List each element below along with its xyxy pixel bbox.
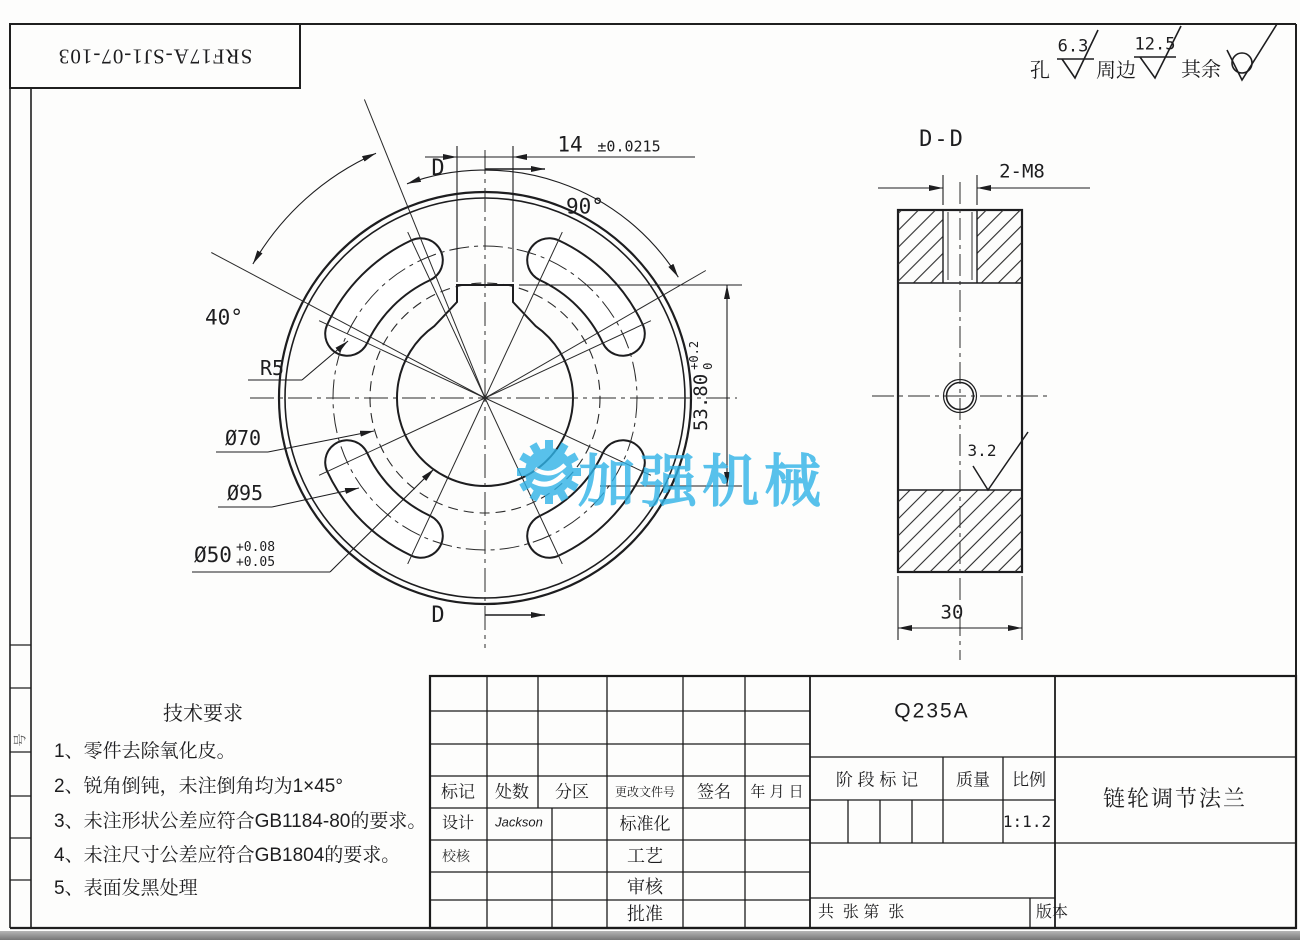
tech-req-item-3: 3、未注形状公差应符合GB1184-80的要求。 bbox=[54, 811, 427, 832]
sf-hole-value: 6.3 bbox=[1057, 36, 1089, 57]
tb-date: 年 月 日 bbox=[750, 783, 804, 801]
tech-req-item-4: 4、未注尺寸公差应符合GB1804的要求。 bbox=[54, 845, 401, 866]
tb-sheet: 共 张 第 张 bbox=[818, 904, 905, 921]
tb-scale-value: 1:1.2 bbox=[1002, 812, 1052, 831]
tb-standardize: 标准化 bbox=[619, 814, 671, 834]
sf-edge-label: 周边 bbox=[1096, 60, 1136, 82]
part-number: SRF17A-SJ1-07-103 bbox=[57, 44, 253, 69]
tb-stage-mark: 阶 段 标 记 bbox=[835, 770, 919, 790]
tb-process: 工艺 bbox=[627, 846, 663, 866]
tb-review: 审核 bbox=[627, 877, 663, 897]
binding-strip-label: 号 bbox=[12, 733, 28, 747]
section-view bbox=[872, 175, 1090, 660]
dim-dia95: Ø95 bbox=[226, 481, 264, 505]
tb-scale-label: 比例 bbox=[1012, 770, 1046, 790]
tb-count: 处数 bbox=[495, 782, 529, 802]
tech-req-title: 技术要求 bbox=[163, 703, 243, 725]
dim-dia50-tol: +0.08 +0.05 bbox=[235, 540, 276, 570]
dim-dia50-group bbox=[194, 541, 275, 569]
tb-weight: 质量 bbox=[956, 770, 990, 790]
dim-dia70: Ø70 bbox=[224, 426, 262, 450]
tb-designer: Jackson bbox=[495, 814, 543, 830]
dim-angle-90: 90° bbox=[566, 194, 604, 219]
section-label-top: D bbox=[431, 156, 445, 181]
tb-approve: 批准 bbox=[627, 904, 663, 924]
dim-keyway-width: 14 bbox=[557, 132, 583, 157]
tb-design: 设计 bbox=[441, 815, 475, 832]
dim-angle-40: 40° bbox=[205, 305, 243, 330]
tb-zone: 分区 bbox=[555, 782, 589, 802]
tb-part-name: 链轮调节法兰 bbox=[1102, 786, 1248, 811]
sf-edge-value: 12.5 bbox=[1134, 34, 1176, 55]
section-label-bottom: D bbox=[431, 603, 445, 628]
sf-rest-label: 其余 bbox=[1181, 59, 1221, 81]
tech-req-item-2: 2、锐角倒钝，未注倒角均为1×45° bbox=[54, 776, 343, 797]
sf-hole-label: 孔 bbox=[1030, 60, 1050, 82]
dim-thread: 2-M8 bbox=[999, 160, 1045, 183]
tb-signature: 签名 bbox=[697, 782, 731, 802]
tb-material: Q235A bbox=[894, 699, 970, 723]
tech-req-item-5: 5、表面发黑处理 bbox=[54, 878, 198, 899]
dim-height-group bbox=[688, 341, 714, 431]
section-title: D-D bbox=[919, 127, 965, 152]
dim-dia50: Ø50 bbox=[194, 542, 232, 567]
tb-version: 版本 bbox=[1036, 904, 1069, 921]
tb-check: 校核 bbox=[442, 848, 470, 864]
dim-height: 53.80 bbox=[689, 373, 712, 432]
watermark-text: 加强机械 bbox=[578, 450, 826, 514]
scan-shadow bbox=[0, 931, 1300, 940]
centerlines bbox=[250, 150, 737, 648]
dim-roughness-32: 3.2 bbox=[967, 441, 997, 460]
binding-strip-rungs bbox=[10, 645, 31, 880]
dim-height-tol: +0.2 0 bbox=[687, 340, 715, 370]
dim-keyway-tol: ±0.0215 bbox=[597, 137, 661, 156]
tb-change-doc: 更改文件号 bbox=[614, 785, 676, 799]
tb-mark: 标记 bbox=[441, 782, 475, 802]
dim-slot-radius: R5 bbox=[259, 356, 285, 380]
dim-thickness-30: 30 bbox=[940, 601, 964, 624]
tech-req-item-1: 1、零件去除氧化皮。 bbox=[54, 741, 236, 762]
